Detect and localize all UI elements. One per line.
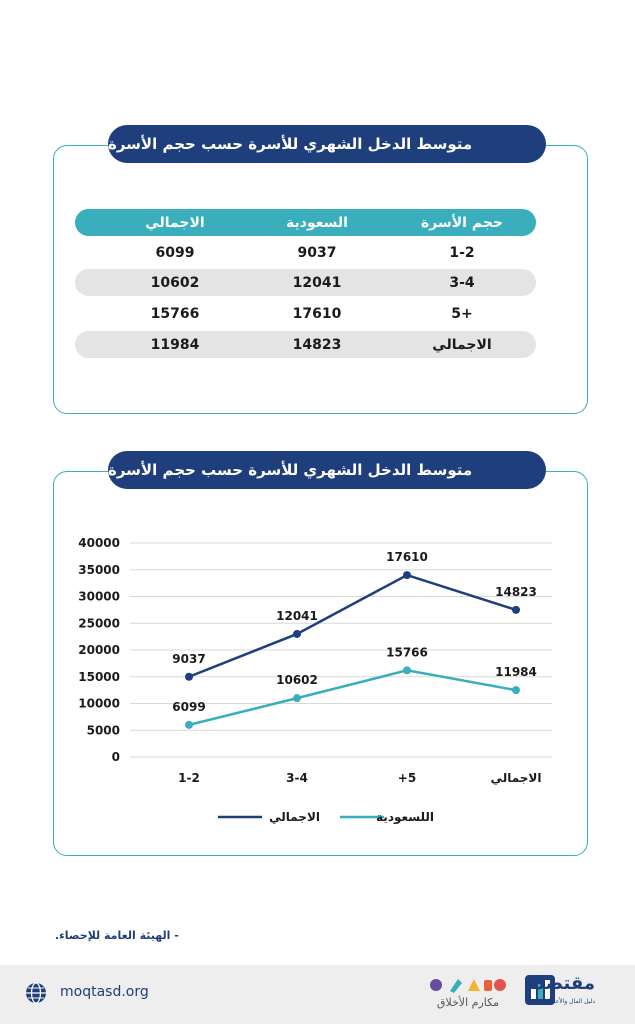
data-point xyxy=(512,686,520,694)
cell-total: 15766 xyxy=(150,305,200,322)
y-tick-label: 30000 xyxy=(78,589,120,604)
y-tick-label: 35000 xyxy=(78,562,120,577)
data-point xyxy=(185,721,193,729)
y-tick-label: 0 xyxy=(111,750,120,764)
cell-total: 10602 xyxy=(150,274,200,291)
x-tick-label: 1-2 xyxy=(178,771,200,785)
y-tick-label: 20000 xyxy=(78,643,120,657)
y-tick-label: 5000 xyxy=(86,723,120,738)
x-tick-label: الاجمالي xyxy=(490,771,542,785)
cell-saudi: 12041 xyxy=(292,274,342,291)
website-link[interactable]: moqtasd.org xyxy=(60,984,149,1000)
data-label: 12041 xyxy=(276,608,318,623)
series-line xyxy=(189,670,516,725)
legend-label: الاجمالي xyxy=(269,810,320,824)
data-label: 6099 xyxy=(172,699,206,714)
legend-label: اللسعودية xyxy=(376,810,434,824)
cell-total: 6099 xyxy=(155,244,195,261)
brand-tagline: دليل المال والأعمال xyxy=(545,998,595,1005)
data-point xyxy=(512,606,520,614)
x-tick-label: +5 xyxy=(397,771,417,785)
globe-icon xyxy=(24,981,48,1005)
y-tick-label: 15000 xyxy=(78,669,120,684)
data-label: 10602 xyxy=(276,673,318,688)
cell-size: 3-4 xyxy=(449,274,475,291)
cell-size: 1-2 xyxy=(449,244,475,261)
cell-size: +5 xyxy=(451,305,473,322)
table-title: متوسط الدخل الشهري للأسرة حسب حجم الأسرة xyxy=(108,125,546,163)
cell-size: الاجمالي xyxy=(432,336,492,353)
data-point xyxy=(293,694,301,702)
data-label: 17610 xyxy=(386,550,428,565)
cell-saudi: 14823 xyxy=(292,336,342,353)
data-label: 14823 xyxy=(495,584,537,599)
header-total: الاجمالي xyxy=(145,214,205,231)
y-tick-label: 10000 xyxy=(78,696,120,711)
source-note: - الهيئة العامة للإحصاء. xyxy=(55,929,179,942)
x-tick-label: 3-4 xyxy=(286,771,308,785)
header-saudi: السعودية xyxy=(286,214,348,231)
header-size: حجم الأسرة xyxy=(421,214,503,231)
brand-name: مقتصد xyxy=(535,973,595,994)
data-label: 11984 xyxy=(495,665,537,680)
series-line xyxy=(189,575,516,677)
cell-saudi: 9037 xyxy=(297,244,337,261)
data-point xyxy=(403,666,411,674)
data-label: 15766 xyxy=(386,645,428,660)
footer-bar xyxy=(0,965,635,1024)
y-tick-label: 25000 xyxy=(78,616,120,631)
data-point xyxy=(185,673,193,681)
data-point xyxy=(403,571,411,579)
cell-saudi: 17610 xyxy=(292,305,342,322)
y-tick-label: 40000 xyxy=(78,536,120,550)
data-label: 9037 xyxy=(172,651,206,666)
partner-logo-icon xyxy=(428,975,508,995)
chart-title: متوسط الدخل الشهري للأسرة حسب حجم الأسرة xyxy=(108,451,546,489)
cell-total: 11984 xyxy=(150,336,200,353)
data-point xyxy=(293,630,301,638)
partner-logo-text: مكارم الأخلاق xyxy=(436,996,500,1009)
